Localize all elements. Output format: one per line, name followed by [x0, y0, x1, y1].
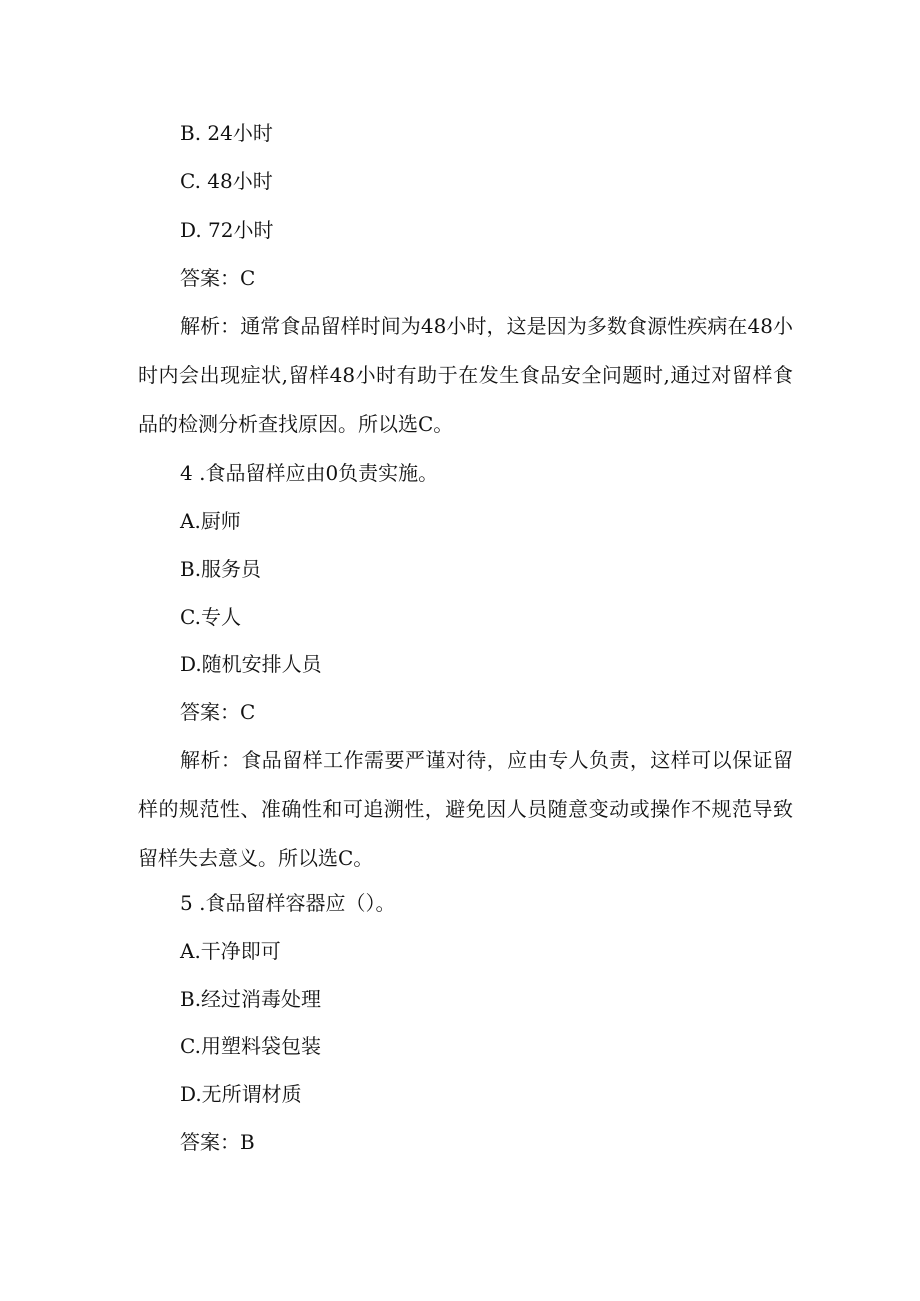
q3-option-b: B. 24小时 [180, 121, 273, 145]
q5-option-a: A.干净即可 [180, 939, 281, 963]
q5-option-c: C.用塑料袋包装 [180, 1034, 321, 1058]
q4-question: 4 .食品留样应由0负责实施。 [180, 461, 439, 485]
q4-option-b: B.服务员 [180, 557, 262, 581]
q3-answer: 答案：C [180, 266, 256, 290]
q5-answer: 答案：B [180, 1130, 255, 1154]
q3-option-c: C. 48小时 [180, 169, 273, 193]
q5-option-b: B.经过消毒处理 [180, 987, 322, 1011]
q3-analysis: 解析：通常食品留样时间为48小时，这是因为多数食源性疾病在48小时内会出现症状,留样48小时有助于在发生食品安全问题时,通过对留样食品的检测分析查找原因。所以选C。 [138, 314, 793, 436]
q4-answer: 答案：C [180, 700, 256, 724]
q4-analysis: 解析：食品留样工作需要严谨对待，应由专人负责，这样可以保证留样的规范性、准确性和可追溯性，避免因人员随意变动或操作不规范导致留样失去意义。所以选C。 [138, 748, 793, 870]
q4-option-c: C.专人 [180, 605, 241, 629]
q5-option-d: D.无所谓材质 [180, 1082, 302, 1106]
q4-option-a: A.厨师 [180, 509, 241, 533]
q3-option-d: D. 72小时 [180, 218, 274, 242]
q5-question: 5 .食品留样容器应（）。 [180, 891, 396, 915]
q4-option-d: D.随机安排人员 [180, 652, 322, 676]
